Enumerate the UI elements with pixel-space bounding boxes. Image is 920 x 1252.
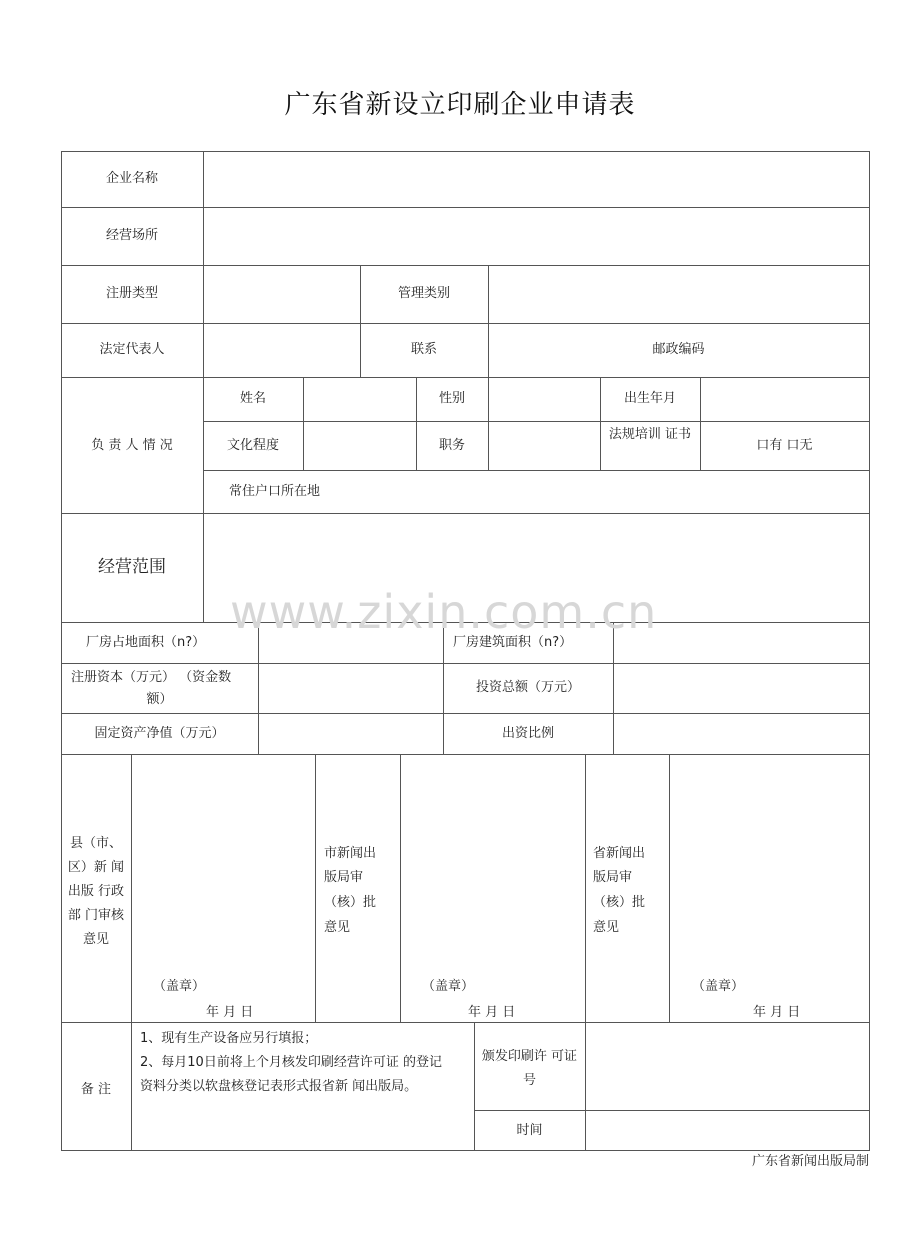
province-approval-label-4: 意见 (593, 920, 620, 935)
registered-capital-field[interactable] (259, 664, 443, 713)
city-approval-label-2: 版局审 (324, 870, 364, 885)
name-label: 姓名 (239, 391, 266, 406)
county-approval-label-3: 出版 行政 (67, 884, 125, 899)
remarks-line-2: 2、每月10日前将上个月核发印刷经营许可证 的登记 (140, 1055, 442, 1070)
county-seal: （盖章） (153, 979, 206, 994)
county-approval-label-1: 县（市、 (69, 836, 122, 851)
registration-type-label: 注册类型 (105, 286, 158, 301)
city-approval-label-1: 市新闻出 (324, 846, 377, 861)
remarks-line-3: 资料分类以软盘核登记表形式报省新 闻出版局。 (140, 1079, 418, 1094)
province-approval-label-1: 省新闻出 (593, 846, 646, 861)
plant-land-area-label: 厂房占地面积（n?） (86, 635, 206, 650)
name-field[interactable] (304, 378, 416, 421)
city-seal: （盖章） (422, 979, 475, 994)
legal-representative-field[interactable] (204, 324, 360, 377)
city-approval-label-3: （核）批 (324, 895, 377, 910)
company-name-field[interactable] (204, 152, 869, 207)
fixed-assets-label: 固定资产净值（万元） (94, 726, 225, 741)
company-name-label: 企业名称 (105, 171, 158, 186)
province-seal: （盖章） (692, 979, 745, 994)
contact-label: 联系 (410, 342, 437, 357)
person-in-charge-label: 负 责 人 情 况 (91, 438, 173, 453)
registered-capital-label-cont: 额） (146, 692, 173, 707)
total-investment-label: 投资总额（万元） (475, 680, 580, 695)
birth-field[interactable] (701, 378, 869, 421)
capital-ratio-label: 出资比例 (501, 726, 554, 741)
province-approval-label-2: 版局审 (593, 870, 633, 885)
county-approval-label-5: 意见 (82, 932, 109, 947)
education-field[interactable] (304, 422, 416, 470)
training-certificate-label: 法规培训 证书 (608, 427, 692, 442)
city-date: 年 月 日 (468, 1005, 516, 1020)
license-number-label: 颁发印刷许 可证 (481, 1049, 578, 1064)
license-number-label-cont: 号 (522, 1073, 536, 1088)
capital-ratio-field[interactable] (614, 714, 869, 754)
remarks-label: 备 注 (80, 1082, 112, 1097)
footer-issuer: 广东省新闻出版局制 (751, 1154, 869, 1169)
birth-label: 出生年月 (623, 391, 676, 406)
management-category-field[interactable] (489, 266, 869, 323)
plant-building-area-label: 厂房建筑面积（n?） (453, 635, 573, 650)
county-approval-label-4: 部 门审核 (67, 908, 125, 923)
position-field[interactable] (489, 422, 600, 470)
fixed-assets-field[interactable] (259, 714, 443, 754)
remarks-line-1: 1、现有生产设备应另行填报； (140, 1031, 318, 1046)
time-label: 时间 (516, 1123, 543, 1138)
county-approval-label-2: 区）新 闻 (67, 860, 125, 875)
business-site-label: 经营场所 (105, 228, 158, 243)
legal-representative-label: 法定代表人 (99, 342, 165, 357)
province-approval-label-3: （核）批 (593, 895, 646, 910)
gender-field[interactable] (489, 378, 600, 421)
total-investment-field[interactable] (614, 664, 869, 713)
city-approval-label-4: 意见 (324, 920, 351, 935)
postal-code-label: 邮政编码 (652, 342, 705, 357)
registration-type-field[interactable] (204, 266, 360, 323)
business-site-field[interactable] (204, 208, 869, 265)
county-date: 年 月 日 (206, 1005, 254, 1020)
position-label: 职务 (438, 438, 465, 453)
training-certificate-options[interactable]: 口有 口无 (756, 438, 813, 453)
registered-capital-label: 注册资本（万元） （资金数 (71, 670, 232, 685)
watermark: www.zixin.com.cn (230, 585, 658, 639)
license-number-field[interactable] (586, 1023, 869, 1110)
education-label: 文化程度 (226, 438, 279, 453)
management-category-label: 管理类别 (397, 286, 450, 301)
business-scope-label: 经营范围 (98, 557, 166, 577)
province-date: 年 月 日 (753, 1005, 801, 1020)
residence-label: 常住户口所在地 (229, 484, 321, 499)
form-title: 广东省新设立印刷企业申请表 (284, 90, 636, 120)
gender-label: 性别 (438, 391, 465, 406)
time-field[interactable] (586, 1111, 869, 1150)
